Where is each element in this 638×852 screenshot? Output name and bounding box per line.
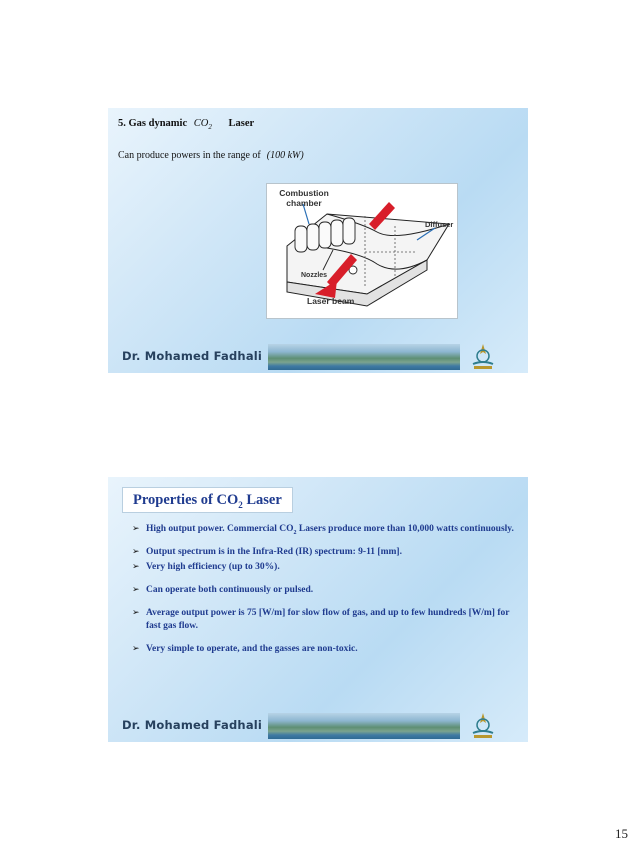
list-item: ➢ Very simple to operate, and the gasses are non-toxic. xyxy=(132,644,358,654)
slide-title: 5. Gas dynamic $CO_2$ Laser xyxy=(118,118,255,132)
footer-landscape-image xyxy=(268,713,460,739)
label-combustion-chamber: Combustion chamber xyxy=(279,188,329,208)
slide-footer xyxy=(108,341,528,373)
arrow-bullet-icon: ➢ xyxy=(132,562,140,572)
properties-list xyxy=(132,523,517,656)
list-item: ➢ Output spectrum is in the Infra-Red (IR) spectrum: 9-11 [mm]. xyxy=(132,547,402,557)
arrow-bullet-icon: ➢ xyxy=(132,608,140,618)
list-item: ➢ Very high efficiency (up to 30%). xyxy=(132,562,280,572)
arrow-bullet-icon: ➢ xyxy=(132,644,140,654)
arrow-bullet-icon: ➢ xyxy=(132,524,140,534)
slide-heading: Properties of $CO_2$ Laser xyxy=(122,487,293,513)
author-name: Dr. Mohamed Fadhali xyxy=(122,349,263,363)
footer-landscape-image xyxy=(268,344,460,370)
slide-footer xyxy=(108,710,528,742)
label-laser-beam: Laser beam xyxy=(307,296,355,306)
label-nozzles: Nozzles xyxy=(301,272,328,279)
page-number: 15 xyxy=(615,826,628,841)
list-item: ➢ High output power. Commercial $CO_2$ Lasers produce more than 10,000 watts continuously. xyxy=(132,524,514,536)
label-diffuser: Diffuser xyxy=(425,220,454,229)
arrow-bullet-icon: ➢ xyxy=(132,547,140,557)
power-range-text: Can produce powers in the range of (100 kW) xyxy=(118,150,304,161)
list-item: ➢ Can operate both continuously or pulsed. xyxy=(132,585,314,595)
author-name: Dr. Mohamed Fadhali xyxy=(122,718,263,732)
list-item: ➢ Average output power is 75 [W/m] for slow flow of gas, and up to few hundreds [W/m] for fast gas flow. xyxy=(132,608,510,631)
university-logo-icon xyxy=(468,342,498,372)
slide-co2-properties xyxy=(108,477,528,742)
gas-dynamic-laser-diagram xyxy=(266,183,458,319)
slide-gas-dynamic-laser xyxy=(108,108,528,373)
university-logo-icon xyxy=(468,711,498,741)
arrow-bullet-icon: ➢ xyxy=(132,585,140,595)
